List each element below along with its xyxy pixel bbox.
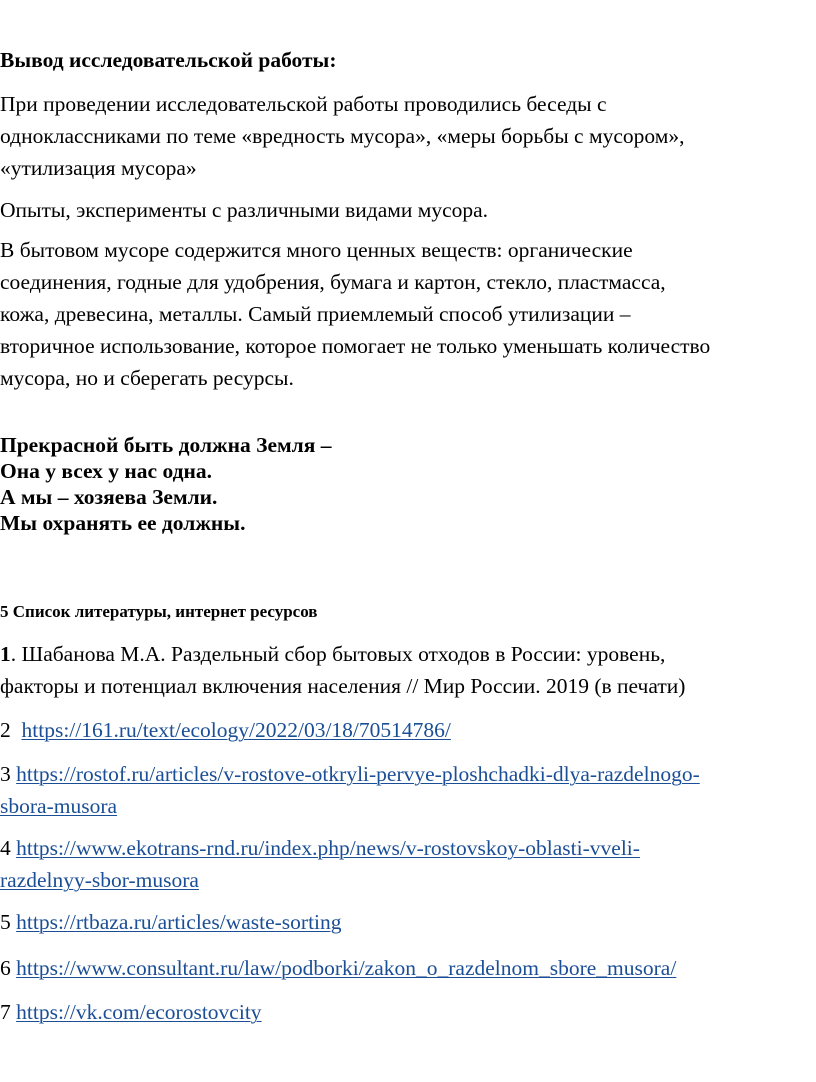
- reference-number: 4: [0, 836, 11, 860]
- reference-link-161[interactable]: https://161.ru/text/ecology/2022/03/18/70514786/: [21, 718, 451, 742]
- reference-number: 7: [0, 1000, 11, 1024]
- paragraph-line: одноклассниками по теме «вредность мусора», «меры борьбы с мусором»,: [0, 124, 685, 148]
- reference-link-ekotrans-continued[interactable]: razdelnyy-sbor-musora: [0, 868, 199, 892]
- poem-line: Прекрасной быть должна Земля –: [0, 433, 332, 457]
- reference-link-rostof-continued[interactable]: sbora-musora: [0, 794, 118, 818]
- conclusion-paragraph-3: [0, 234, 710, 394]
- reference-link-rtbaza[interactable]: https://rtbaza.ru/articles/waste-sorting: [16, 910, 342, 934]
- paragraph-line: «утилизация мусора»: [0, 156, 197, 180]
- poem-line: Мы охранять ее должны.: [0, 511, 246, 535]
- reference-link-vk[interactable]: https://vk.com/ecorostovcity: [16, 1000, 262, 1024]
- paragraph-line: соединения, годные для удобрения, бумага и картон, стекло, пластмасса,: [0, 270, 666, 294]
- reference-item-3: [0, 758, 700, 822]
- reference-link-consultant[interactable]: https://www.consultant.ru/law/podborki/zakon_o_razdelnom_sbore_musora/: [16, 956, 677, 980]
- reference-link-ekotrans[interactable]: https://www.ekotrans-rnd.ru/index.php/news/v-rostovskoy-oblasti-vveli-: [16, 836, 640, 860]
- reference-text: факторы и потенциал включения населения // Мир России. 2019 (в печати): [0, 674, 686, 698]
- paragraph-line: кожа, древесина, металлы. Самый приемлемый способ утилизации –: [0, 302, 631, 326]
- conclusion-paragraph-1: [0, 88, 684, 184]
- conclusion-paragraph-2: Опыты, эксперименты с различными видами мусора.: [0, 198, 489, 222]
- reference-item-1: [0, 638, 685, 702]
- conclusion-heading: Вывод исследовательской работы:: [0, 48, 337, 72]
- reference-item-6: [0, 952, 676, 984]
- reference-item-5: [0, 906, 342, 938]
- paragraph-line: мусора, но и сберегать ресурсы.: [0, 366, 294, 390]
- reference-number: 5: [0, 910, 11, 934]
- paragraph-line: При проведении исследовательской работы проводились беседы с: [0, 92, 607, 116]
- poem: [0, 432, 331, 536]
- paragraph-line: В бытовом мусоре содержится много ценных веществ: органические: [0, 238, 633, 262]
- reference-number: 1: [0, 642, 11, 666]
- references-heading: 5 Список литературы, интернет ресурсов: [0, 602, 318, 621]
- reference-item-2: [0, 714, 451, 746]
- reference-number: 6: [0, 956, 11, 980]
- reference-number: 2: [0, 718, 11, 742]
- poem-line: А мы – хозяева Земли.: [0, 485, 218, 509]
- paragraph-line: вторичное использование, которое помогает не только уменьшать количество: [0, 334, 711, 358]
- reference-item-7: [0, 996, 262, 1028]
- reference-link-rostof[interactable]: https://rostof.ru/articles/v-rostove-otkryli-pervye-ploshchadki-dlya-razdelnogo-: [16, 762, 700, 786]
- reference-text: . Шабанова М.А. Раздельный сбор бытовых отходов в России: уровень,: [10, 642, 666, 666]
- reference-number: 3: [0, 762, 11, 786]
- reference-item-4: [0, 832, 640, 896]
- poem-line: Она у всех у нас одна.: [0, 459, 212, 483]
